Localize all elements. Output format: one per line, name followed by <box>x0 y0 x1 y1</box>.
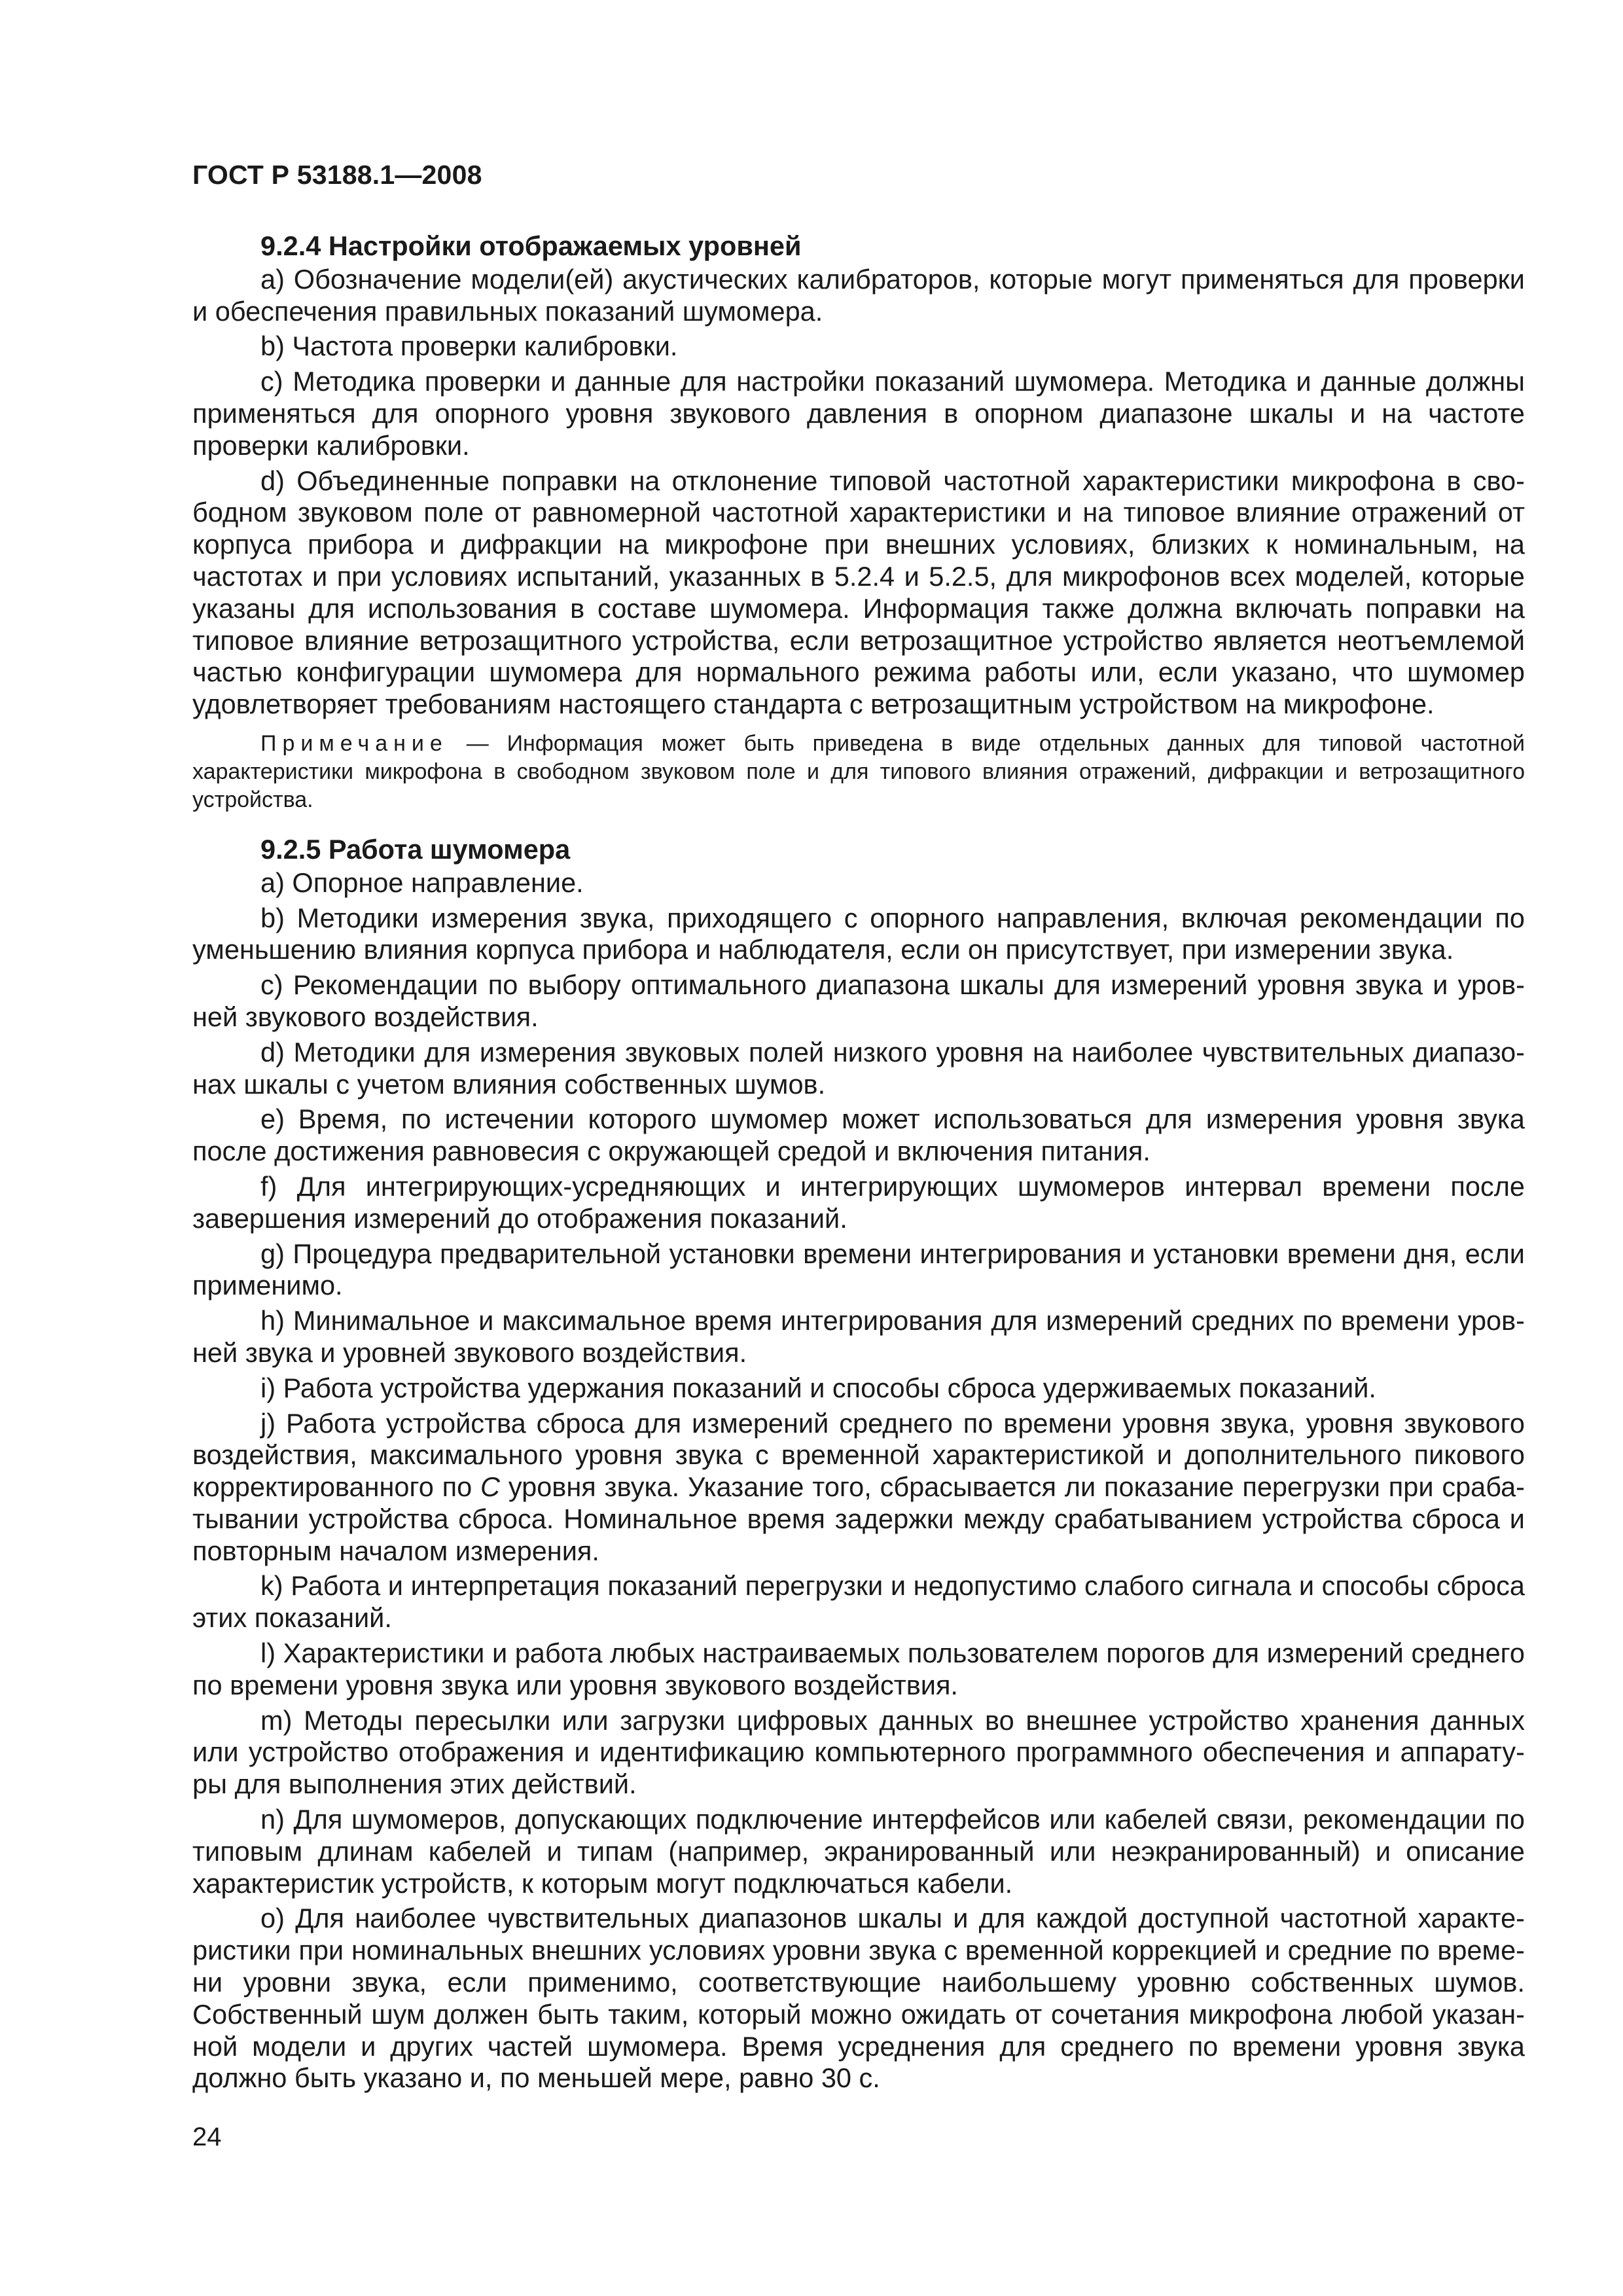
list-item-d: d) Методики для измерения звуковых полей низкого уровня на наиболее чувствительных диапазонах шкалы с учетом влияния собственных шумов. <box>192 1036 1525 1100</box>
list-item-j-italic-c: C <box>480 1471 501 1503</box>
list-item-i: i) Работа устройства удержания показаний и способы сброса удерживаемых показаний. <box>260 1372 1376 1403</box>
list-item-b: b) Методики измерения звука, приходящего с опорного направления, включая рекомендации по уменьшению влияния корпуса прибора и наблюдателя, если он присутствует, при измерении звука. <box>192 902 1525 965</box>
section-heading-9-2-5: 9.2.5 Работа шумомера <box>260 833 571 865</box>
list-item-k: k) Работа и интерпретация показаний перегрузки и недопустимо слабого сигнала и способы сброса этих показаний. <box>192 1570 1525 1634</box>
document-body <box>192 230 1525 2098</box>
list-item-c: c) Рекомендации по выбору оптимального диапазона шкалы для измерений уровня звука и уровней звукового воздействия. <box>192 969 1525 1032</box>
list-item-a: a) Обозначение модели(ей) акустических калибраторов, которые могут применяться для проверки и обеспечения правильных показаний шумомера. <box>192 263 1525 327</box>
list-item-j-text-end: уровня звука. Указание того, сбрасывается ли показание перегрузки при срабатывании устройства сброса. Номинальное время задержки между срабатыванием устройства сброса и повторным началом измерения. <box>192 1471 1525 1566</box>
list-item-f: f) Для интегрирующих-усредняющих и интегрирующих шумомеров интервал времени после завершения измерений до отображения показаний. <box>192 1170 1525 1234</box>
page-number: 24 <box>192 2123 222 2151</box>
note-paragraph <box>192 730 1525 814</box>
list-item-h: h) Минимальное и максимальное время интегрирования для измерений средних по времени уровней звука и уровней звукового воздействия. <box>192 1305 1525 1368</box>
list-item-o: o) Для наиболее чувствительных диапазонов шкалы и для каждой доступной частотной характеристики при номинальных внешних условиях уровни звука с временной коррекцией и средние по времени уровни звука, если применимо, соответствующие наибольшему уровню собственных шумов. Собственный шум должен быть таким, который можно ожидать от сочетания микрофона любой указанной модели и других частей шумомера. Время усреднения для среднего по времени уровня звука должно быть указано и, по меньшей мере, равно 30 с. <box>192 1903 1525 2094</box>
list-item-l: l) Характеристики и работа любых настраиваемых пользователем порогов для измерений среднего по времени уровня звука или уровня звукового воздействия. <box>192 1638 1525 1700</box>
list-item-n: n) Для шумомеров, допускающих подключение интерфейсов или кабелей связи, рекомендации по типовым длинам кабелей и типам (например, экранированный или неэкранированный) и описание характеристик устройств, к которым могут подключаться кабели. <box>192 1804 1525 1899</box>
note-label: Примечание <box>260 730 448 756</box>
list-item-j-text-start: j) Работа устройства сброса для измерений среднего по времени уровня звука, уровня звукового воздействия, максимального уровня звука с временной характеристикой и дополнительного пикового корректированного по <box>192 1407 1525 1503</box>
section-heading-9-2-4: 9.2.4 Настройки отображаемых уровней <box>260 230 802 261</box>
list-item-d: d) Объединенные поправки на отклонение типовой частотной характеристики микрофона в свободном звуковом поле от равномерной частотной характеристики и на типовое влияние отражений от корпуса прибора и дифракции на микрофоне при внешних условиях, близких к номинальным, на частотах и при условиях испытаний, указанных в 5.2.4 и 5.2.5, для микрофонов всех моделей, которые указаны для использования в составе шумомера. Информация также должна включать поправки на типовое влияние ветрозащитного устройства, если ветрозащитное устройство является неотъемлемой частью конфигурации шумомера для нормального режима работы или, если указано, что шумомер удовлетворяет требованиям настоящего стандарта с ветрозащитным устройством на микрофоне. <box>192 465 1525 720</box>
document-header: ГОСТ Р 53188.1—2008 <box>192 160 482 190</box>
list-item-a: a) Опорное направление. <box>260 867 584 898</box>
note-text: — Информация может быть приведена в виде отдельных данных для типовой частотной характеристики микрофона в свободном звуковом поле и для типового влияния отражений, дифракции и ветрозащитного устройства. <box>192 730 1525 812</box>
list-item-c: c) Методика проверки и данные для настройки показаний шумомера. Методика и данные должны применяться для опорного уровня звукового давления в опорном диапазоне шкалы и на частоте проверки калибровки. <box>192 366 1525 461</box>
list-item-e: e) Время, по истечении которого шумомер может использоваться для измерения уровня звука после достижения равновесия с окружающей средой и включения питания. <box>192 1103 1525 1167</box>
list-item-m: m) Методы пересылки или загрузки цифровых данных во внешнее устройство хранения данных или устройство отображения и идентификацию компьютерного программного обеспечения и аппаратуры для выполнения этих действий. <box>192 1704 1525 1800</box>
list-item-j <box>192 1408 1525 1568</box>
list-item-b: b) Частота проверки калибровки. <box>260 331 678 362</box>
list-item-g: g) Процедура предварительной установки времени интегрирования и установки времени дня, если применимо. <box>192 1238 1525 1301</box>
